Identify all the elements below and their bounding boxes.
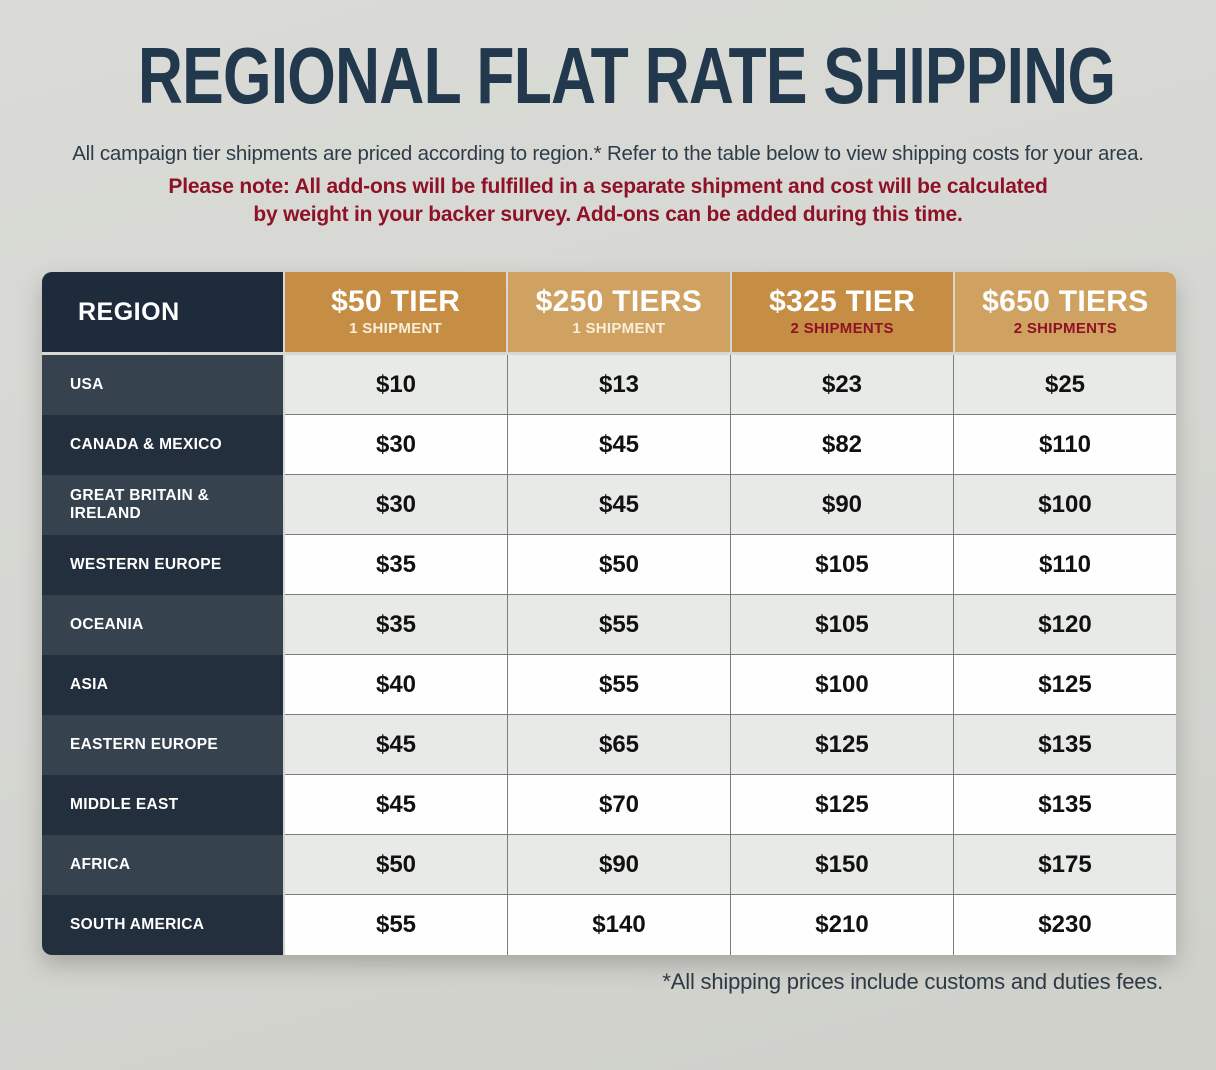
tier-label: $50 TIER [331,285,461,319]
region-header-cell: REGION [42,272,283,352]
tier-label: $650 TIERS [982,285,1149,319]
price-cell: $13 [507,355,730,414]
table-row [42,475,1176,535]
region-cell: GREAT BRITAIN & IRELAND [42,475,283,535]
price-cell: $25 [953,355,1176,414]
price-cell: $125 [953,655,1176,714]
shipments-label: 1 SHIPMENT [349,319,443,337]
price-cell: $90 [730,475,953,534]
table-row [42,655,1176,715]
price-cell: $135 [953,775,1176,834]
price-cells [285,595,1176,655]
price-cell: $45 [507,475,730,534]
table-row [42,355,1176,415]
shipments-label: 1 SHIPMENT [572,319,666,337]
region-cell: SOUTH AMERICA [42,895,283,955]
shipments-label: 2 SHIPMENTS [1013,319,1118,337]
price-cell: $45 [507,415,730,474]
tier-header-cell-1 [285,272,506,352]
price-cell: $55 [507,655,730,714]
price-cells [285,535,1176,595]
subtitle: All campaign tier shipments are priced according to region.* Refer to the table below to view shipping costs for your area. [72,142,1144,165]
note-line-2: by weight in your backer survey. Add-ons can be added during this time. [253,202,963,226]
footnote: *All shipping prices include customs and duties fees. [662,969,1163,994]
price-cell: $175 [953,835,1176,894]
price-cell: $135 [953,715,1176,774]
price-cells [285,895,1176,955]
table-row [42,415,1176,475]
tier-header-cell-2 [508,272,729,352]
price-cell: $70 [507,775,730,834]
price-cell: $45 [375,790,417,818]
region-cell: EASTERN EUROPE [42,715,283,775]
table-body [42,355,1176,955]
price-cell: $10 [375,370,417,398]
price-cell: $110 [953,415,1176,474]
shipping-rate-table [42,272,1176,955]
price-cell: $120 [953,595,1176,654]
table-row [42,835,1176,895]
price-cell: $210 [730,895,953,955]
region-cell: USA [42,355,283,415]
price-cell: $30 [375,490,417,518]
shipments-label: 2 SHIPMENTS [790,319,894,337]
page-title: REGIONAL FLAT RATE SHIPPING [137,31,1116,120]
price-cell: $90 [507,835,730,894]
price-cell: $110 [953,535,1176,594]
tier-label: $250 TIERS [535,285,703,319]
price-cell: $40 [375,670,417,698]
price-cells [285,835,1176,895]
price-cell: $140 [507,895,730,955]
price-cell: $45 [375,730,417,758]
price-cell: $30 [375,430,417,458]
region-cell: AFRICA [42,835,283,895]
table-row [42,595,1176,655]
price-cells [285,715,1176,775]
table-row [42,775,1176,835]
price-cell: $65 [507,715,730,774]
region-cell: OCEANIA [42,595,283,655]
price-cell: $125 [730,715,953,774]
note-line-1: Please note: All add-ons will be fulfilled in a separate shipment and cost will be calculated [168,175,1048,198]
price-cells [285,415,1176,475]
price-cells [285,475,1176,535]
tier-label: $325 TIER [769,285,916,319]
price-cell: $82 [730,415,953,474]
price-cell: $150 [730,835,953,894]
title-row [0,0,1216,130]
region-cell: ASIA [42,655,283,715]
price-cell: $55 [507,595,730,654]
price-cell: $50 [507,535,730,594]
tier-header-cell-4 [955,272,1176,352]
price-cell: $23 [730,355,953,414]
price-cells [285,355,1176,415]
price-cell: $50 [375,850,417,878]
region-cell: MIDDLE EAST [42,775,283,835]
price-cell: $105 [730,535,953,594]
add-ons-note [0,173,1216,229]
price-cell: $125 [730,775,953,834]
price-cell: $230 [953,895,1176,955]
price-cell: $35 [375,550,417,578]
region-cell: CANADA & MEXICO [42,415,283,475]
table-row [42,895,1176,955]
price-cell: $105 [730,595,953,654]
price-cell: $100 [730,655,953,714]
price-cells [285,655,1176,715]
price-cell: $55 [375,911,417,938]
table-row [42,535,1176,595]
table-row [42,715,1176,775]
price-cell: $35 [375,610,417,638]
table-header-row [42,272,1176,352]
price-cell: $100 [953,475,1176,534]
tier-header-cell-3 [732,272,953,352]
region-cell: WESTERN EUROPE [42,535,283,595]
price-cells [285,775,1176,835]
